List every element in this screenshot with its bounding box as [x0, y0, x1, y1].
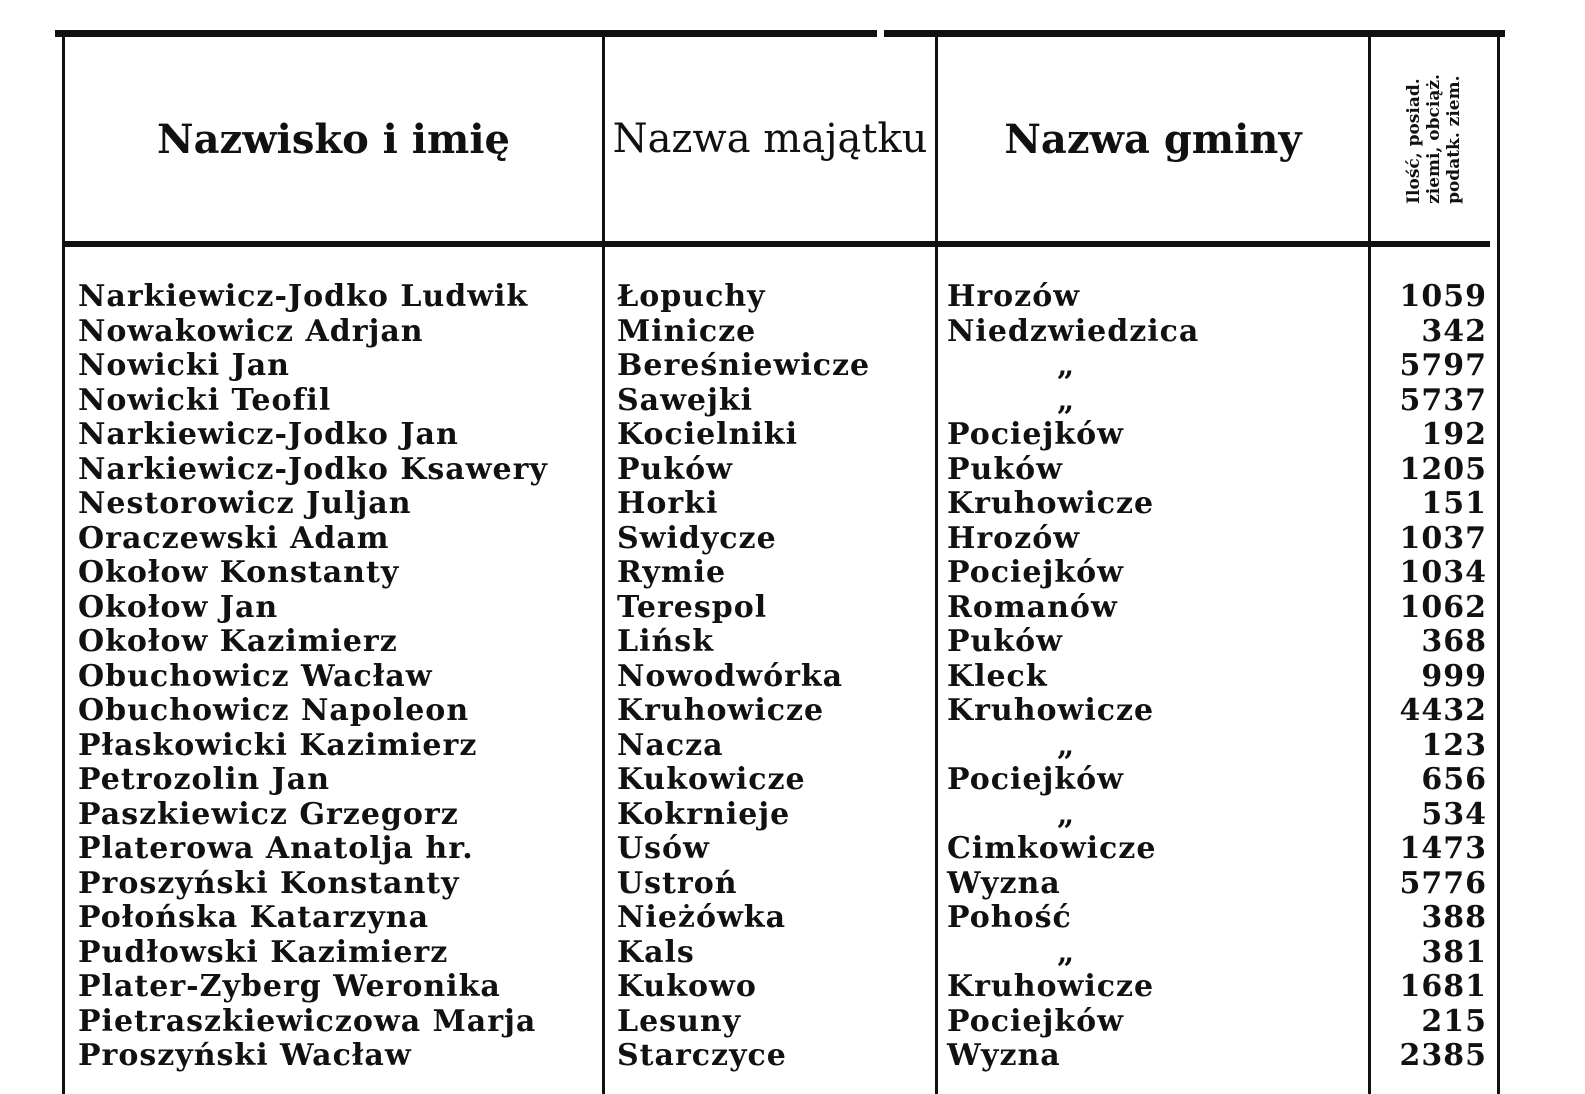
cell-area: 656: [1421, 762, 1487, 797]
cell-estate: Sawejki: [617, 382, 754, 418]
cell-area: 381: [1421, 934, 1487, 970]
cell-gmina: Hrozów: [947, 279, 1081, 314]
table-row: [0, 901, 1585, 936]
table-row: [0, 453, 1585, 488]
cell-name: Narkiewicz-Jodko Jan: [78, 417, 459, 452]
cell-area: 192: [1421, 417, 1487, 452]
cell-gmina: Pohość: [947, 900, 1072, 935]
cell-area: 5797: [1399, 348, 1487, 383]
cell-name: Okołow Konstanty: [78, 555, 400, 590]
cell-name: Narkiewicz-Jodko Ludwik: [78, 279, 529, 314]
cell-area: 342: [1421, 313, 1487, 349]
cell-name: Połońska Katarzyna: [78, 900, 430, 935]
cell-name: Paszkiewicz Grzegorz: [78, 796, 459, 832]
cell-name: Proszyński Wacław: [78, 1038, 412, 1073]
cell-gmina: Wyzna: [947, 865, 1061, 901]
cell-name: Narkiewicz-Jodko Ksawery: [78, 451, 548, 487]
cell-gmina: Puków: [947, 624, 1063, 659]
header-name: Nazwisko i imię: [157, 115, 510, 163]
cell-gmina: Pociejków: [947, 762, 1124, 797]
cell-estate: Horki: [617, 486, 719, 521]
table-row: [0, 591, 1585, 626]
cell-name: Nowicki Jan: [78, 348, 290, 383]
cell-gmina: „: [1057, 382, 1076, 418]
cell-name: Oraczewski Adam: [78, 520, 390, 556]
cell-gmina: Pociejków: [947, 1003, 1124, 1039]
cell-estate: Nacza: [617, 727, 724, 763]
table-row: [0, 832, 1585, 867]
cell-gmina: Hrozów: [947, 520, 1081, 556]
cell-estate: Minicze: [617, 313, 757, 349]
cell-estate: Kruhowicze: [617, 693, 825, 728]
cell-name: Plater-Zyberg Weronika: [78, 969, 501, 1004]
table-row: [0, 798, 1585, 833]
cell-estate: Lińsk: [617, 624, 714, 659]
cell-estate: Swidycze: [617, 520, 777, 556]
cell-area: 1062: [1399, 589, 1487, 625]
table-row: [0, 625, 1585, 660]
cell-estate: Kukowo: [617, 969, 757, 1004]
cell-gmina: Kleck: [947, 658, 1048, 694]
header-area: [1371, 37, 1497, 241]
table-row: [0, 970, 1585, 1005]
cell-estate: Nowodwórka: [617, 658, 844, 694]
table-row: [0, 936, 1585, 971]
cell-area: 1037: [1399, 520, 1487, 556]
cell-name: Okołow Kazimierz: [78, 624, 398, 659]
cell-name: Pudłowski Kazimierz: [78, 934, 449, 970]
table-row: [0, 1039, 1585, 1074]
cell-gmina: Pociejków: [947, 417, 1124, 452]
table-row: [0, 694, 1585, 729]
cell-gmina: Wyzna: [947, 1038, 1061, 1073]
cell-area: 1059: [1399, 279, 1487, 314]
cell-estate: Kocielniki: [617, 417, 798, 452]
cell-area: 368: [1421, 624, 1487, 659]
cell-estate: Kokrnieje: [617, 796, 791, 832]
header-gmina: Nazwa gminy: [1004, 115, 1302, 163]
cell-estate: Rymie: [617, 555, 727, 590]
cell-estate: Lesuny: [617, 1003, 742, 1039]
cell-gmina: „: [1057, 727, 1076, 763]
table-row: [0, 660, 1585, 695]
cell-gmina: Kruhowicze: [947, 693, 1155, 728]
header-rule: [65, 241, 1490, 247]
cell-estate: Usów: [617, 831, 710, 866]
cell-gmina: „: [1057, 796, 1076, 832]
cell-area: 5737: [1399, 382, 1487, 418]
cell-gmina: Niedzwiedzica: [947, 313, 1200, 349]
cell-name: Nestorowicz Juljan: [78, 486, 412, 521]
cell-area: 1473: [1399, 831, 1487, 866]
cell-estate: Starczyce: [617, 1038, 787, 1073]
cell-area: 123: [1421, 727, 1487, 763]
cell-area: 151: [1421, 486, 1487, 521]
table-row: [0, 315, 1585, 350]
table-body: [0, 280, 1585, 1074]
cell-gmina: Cimkowicze: [947, 831, 1157, 866]
table-row: [0, 384, 1585, 419]
cell-name: Obuchowicz Napoleon: [78, 693, 470, 728]
cell-gmina: „: [1057, 934, 1076, 970]
cell-area: 388: [1421, 900, 1487, 935]
cell-name: Nowakowicz Adrjan: [78, 313, 424, 349]
cell-area: 1034: [1399, 555, 1487, 590]
cell-gmina: Kruhowicze: [947, 486, 1155, 521]
cell-area: 534: [1421, 796, 1487, 832]
table-row: [0, 867, 1585, 902]
cell-name: Nowicki Teofil: [78, 382, 332, 418]
cell-area: 215: [1421, 1003, 1487, 1039]
header-area-label: Ilość, posiad. ziemi, obciąż. podatk. ziem.: [1404, 74, 1464, 204]
cell-name: Pietraszkiewiczowa Marja: [78, 1003, 537, 1039]
cell-gmina: Kruhowicze: [947, 969, 1155, 1004]
cell-name: Petrozolin Jan: [78, 762, 331, 797]
cell-name: Platerowa Anatolja hr.: [78, 831, 474, 866]
cell-name: Proszyński Konstanty: [78, 865, 460, 901]
cell-area: 999: [1421, 658, 1487, 694]
cell-estate: Puków: [617, 451, 733, 487]
cell-estate: Bereśniewicze: [617, 348, 871, 383]
table-row: [0, 763, 1585, 798]
top-rule: [55, 30, 1505, 37]
cell-gmina: Puków: [947, 451, 1063, 487]
table-row: [0, 1005, 1585, 1040]
cell-name: Okołow Jan: [78, 589, 279, 625]
cell-gmina: Pociejków: [947, 555, 1124, 590]
cell-area: 4432: [1399, 693, 1487, 728]
table-row: [0, 487, 1585, 522]
cell-name: Obuchowicz Wacław: [78, 658, 433, 694]
table-row: [0, 729, 1585, 764]
cell-name: Płaskowicki Kazimierz: [78, 727, 478, 763]
cell-estate: Kukowicze: [617, 762, 806, 797]
cell-area: 1205: [1399, 451, 1487, 487]
table-row: [0, 280, 1585, 315]
cell-estate: Ustroń: [617, 865, 738, 901]
cell-gmina: Romanów: [947, 589, 1118, 625]
cell-estate: Łopuchy: [617, 279, 766, 314]
cell-estate: Kals: [617, 934, 695, 970]
table-row: [0, 522, 1585, 557]
header-estate: Nazwa majątku: [612, 116, 928, 162]
table-row: [0, 556, 1585, 591]
table-row: [0, 349, 1585, 384]
cell-area: 1681: [1399, 969, 1487, 1004]
cell-area: 2385: [1399, 1038, 1487, 1073]
table-row: [0, 418, 1585, 453]
cell-estate: Nieżówka: [617, 900, 787, 935]
cell-gmina: „: [1057, 348, 1076, 383]
cell-area: 5776: [1399, 865, 1487, 901]
cell-estate: Terespol: [617, 589, 768, 625]
